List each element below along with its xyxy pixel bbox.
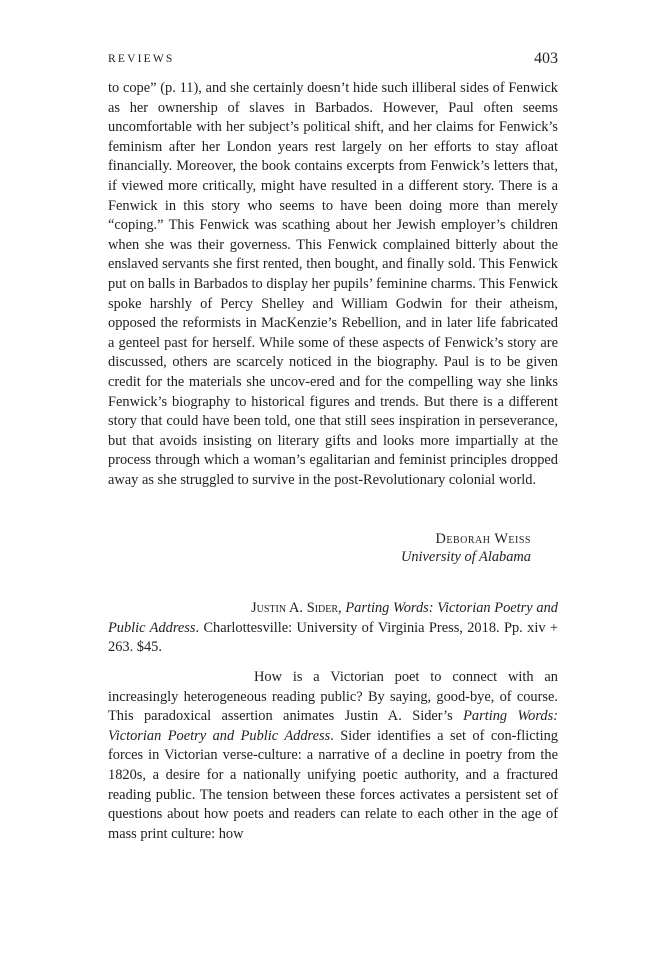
book-author: Justin A. Sider	[251, 600, 339, 616]
review-continuation: . Sider identifies a set of con-flicting forces in Victorian verse-culture: a narrative of a decline in poetry from the 1820s, a desire for a nationally unifying poetic authority, and a fractured reading public. The tension between these forces activates a persistent set of questions about how poets and readers can relate to each other in the age of mass print culture: how	[108, 727, 558, 842]
review-opening: How is a Victorian poet to connect with an increasingly heterogeneous reading public? By saying, good-bye, of course. This paradoxical assertion animates Justin A. Sider’s	[108, 669, 558, 725]
running-head-section: REVIEWS	[108, 53, 175, 65]
review-text-continued	[108, 79, 558, 490]
citation-separator: ,	[338, 600, 346, 616]
publication-details: . Charlottesville: University of Virginia Press, 2018. Pp. xiv + 263. $45.	[108, 619, 558, 656]
running-head	[108, 50, 558, 70]
review-book-title: Parting Words: Victorian Poetry and Public Address	[108, 708, 558, 744]
reviewer-affiliation: University of Alabama	[400, 549, 531, 565]
page-number: 403	[534, 50, 558, 67]
book-citation	[108, 599, 558, 658]
reviewer-name: Deborah Weiss	[435, 531, 531, 547]
review-paragraph: to cope” (p. 11), and she certainly doesn’t hide such illiberal sides of Fenwick as her ownership of slaves in Barbados. However, Paul often seems uncomfortable with her subject’s political shift, and her claims for Fenwick’s feminism after her London years rest largely on her efforts to stay afloat financially. Moreover, the book contains excerpts from Fenwick’s letters that, if viewed more critically, might have resulted in a different story. There is a Fenwick in this story who seems to have been doing more than merely “coping.” This Fenwick was scathing about her Jewish employer’s children when she was their governess. This Fenwick complained bitterly about the enslaved servants she first rented, then bought, and finally sold. This Fenwick put on balls in Barbados to display her pupils’ feminine charms. This Fenwick spoke harshly of Percy Shelley and William Godwin for their atheism, opposed the reformists in MacKenzie’s Rebellion, and in later life fabricated a genteel past for herself. While some of these aspects of Fenwick’s story are discussed, others are scarcely noticed in the biography. Paul is to be given credit for the materials she uncov-ered and for the compelling way she links Fenwick’s biography to historical figures and trends. But there is a different story that could have been told, one that still sees inspiration in perseverance, but that avoids insisting on literary gifts and looks more impartially at the process through which a woman’s egalitarian and feminist principles dropped away as she struggled to survive in the post-Revolutionary colonial world.	[108, 80, 558, 488]
book-title: Parting Words: Victorian Poetry and Public Address	[108, 600, 558, 636]
review-body	[108, 668, 558, 844]
